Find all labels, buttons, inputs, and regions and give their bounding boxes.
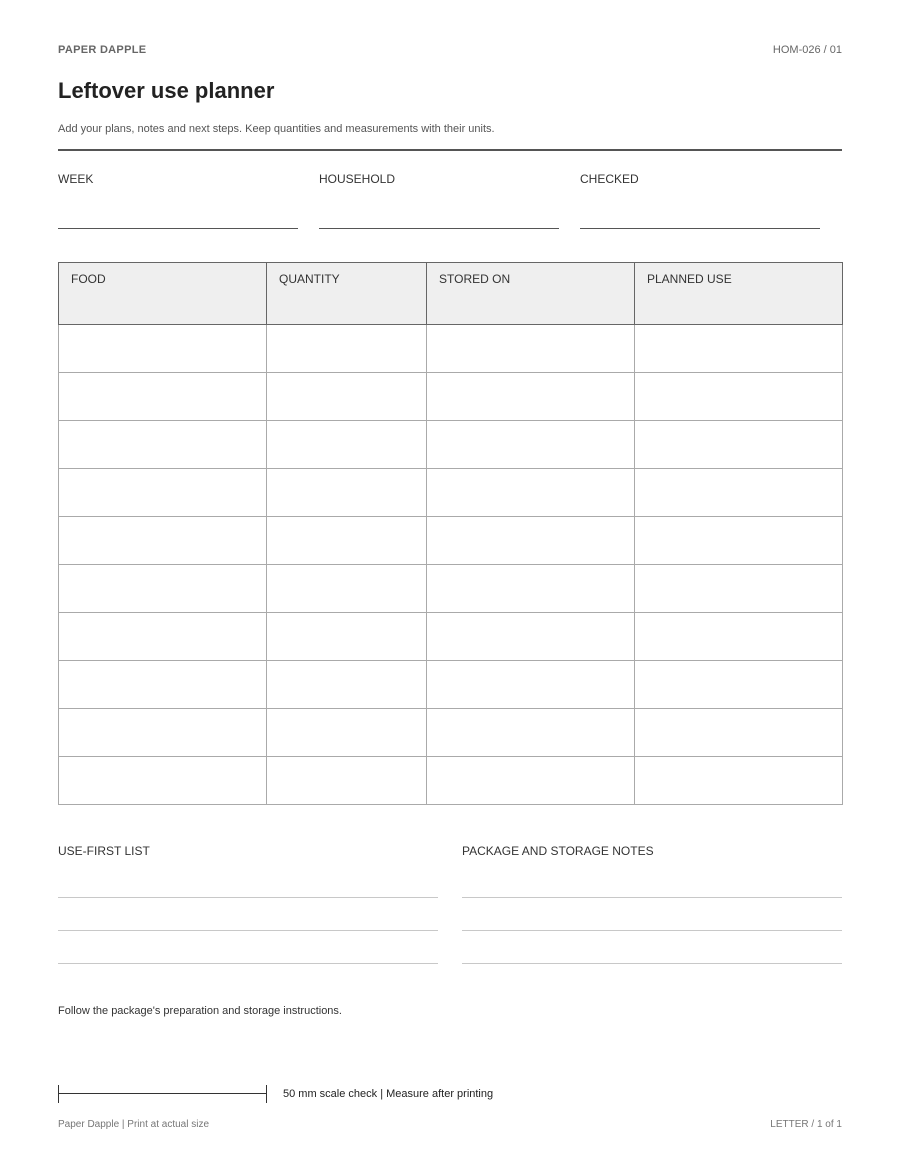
table-cell-food[interactable]	[59, 325, 267, 373]
table-cell-quantity[interactable]	[267, 373, 427, 421]
table-row	[59, 661, 843, 709]
table-cell-stored-on[interactable]	[427, 325, 635, 373]
table-cell-quantity[interactable]	[267, 661, 427, 709]
column-header-stored-on: STORED ON	[427, 263, 635, 325]
scale-tick-end	[266, 1085, 267, 1103]
table-cell-stored-on[interactable]	[427, 661, 635, 709]
table-row	[59, 757, 843, 805]
table-cell-food[interactable]	[59, 613, 267, 661]
table-cell-food[interactable]	[59, 469, 267, 517]
table-cell-stored-on[interactable]	[427, 613, 635, 661]
package-notes-line[interactable]	[462, 963, 842, 964]
table-cell-quantity[interactable]	[267, 517, 427, 565]
use-first-line[interactable]	[58, 963, 438, 964]
table-cell-food[interactable]	[59, 709, 267, 757]
use-first-line[interactable]	[58, 897, 438, 898]
table-cell-food[interactable]	[59, 565, 267, 613]
table-cell-planned-use[interactable]	[635, 469, 843, 517]
table-cell-food[interactable]	[59, 661, 267, 709]
leftover-table	[58, 262, 843, 805]
table-header-row	[59, 263, 843, 325]
table-cell-planned-use[interactable]	[635, 517, 843, 565]
table-cell-stored-on[interactable]	[427, 469, 635, 517]
scale-line	[58, 1093, 267, 1094]
table-cell-stored-on[interactable]	[427, 421, 635, 469]
footer-right: LETTER / 1 of 1	[770, 1119, 842, 1130]
scale-bar	[58, 1085, 268, 1103]
household-field[interactable]	[319, 172, 559, 186]
table-cell-food[interactable]	[59, 373, 267, 421]
table-cell-stored-on[interactable]	[427, 565, 635, 613]
week-write-line[interactable]	[58, 228, 298, 229]
table-cell-quantity[interactable]	[267, 469, 427, 517]
table-cell-quantity[interactable]	[267, 709, 427, 757]
week-label: WEEK	[58, 172, 94, 186]
page-title: Leftover use planner	[58, 78, 275, 103]
table-cell-food[interactable]	[59, 517, 267, 565]
use-first-label: USE-FIRST LIST	[58, 844, 150, 858]
table-row	[59, 565, 843, 613]
table-cell-planned-use[interactable]	[635, 757, 843, 805]
household-label: HOUSEHOLD	[319, 172, 396, 186]
checked-write-line[interactable]	[580, 228, 820, 229]
package-notes-line[interactable]	[462, 897, 842, 898]
column-header-planned-use: PLANNED USE	[635, 263, 843, 325]
header-divider	[58, 149, 842, 151]
table-cell-quantity[interactable]	[267, 757, 427, 805]
table-row	[59, 373, 843, 421]
footer-left: Paper Dapple | Print at actual size	[58, 1119, 210, 1130]
table-row	[59, 469, 843, 517]
table-cell-planned-use[interactable]	[635, 325, 843, 373]
table-cell-planned-use[interactable]	[635, 373, 843, 421]
table-cell-stored-on[interactable]	[427, 517, 635, 565]
scale-label: 50 mm scale check | Measure after printing	[283, 1088, 494, 1100]
table-cell-quantity[interactable]	[267, 565, 427, 613]
brand-name: PAPER DAPPLE	[58, 44, 147, 56]
document-id: HOM-026 / 01	[772, 44, 842, 56]
column-header-food: FOOD	[59, 263, 267, 325]
table-cell-quantity[interactable]	[267, 325, 427, 373]
table-cell-stored-on[interactable]	[427, 373, 635, 421]
table-cell-food[interactable]	[59, 757, 267, 805]
table-row	[59, 613, 843, 661]
scale-tick-start	[58, 1085, 59, 1103]
use-first-section	[58, 844, 438, 858]
table-row	[59, 709, 843, 757]
table-body	[59, 325, 843, 805]
household-write-line[interactable]	[319, 228, 559, 229]
table-cell-planned-use[interactable]	[635, 613, 843, 661]
table-cell-planned-use[interactable]	[635, 709, 843, 757]
package-notes-line[interactable]	[462, 930, 842, 931]
column-header-quantity: QUANTITY	[267, 263, 427, 325]
package-notes-label: PACKAGE AND STORAGE NOTES	[462, 844, 654, 858]
table-cell-quantity[interactable]	[267, 613, 427, 661]
table-cell-stored-on[interactable]	[427, 709, 635, 757]
page-subtitle: Add your plans, notes and next steps. Keep quantities and measurements with their units.	[58, 123, 495, 135]
week-field[interactable]	[58, 172, 298, 186]
package-notes-section	[462, 844, 842, 858]
use-first-line[interactable]	[58, 930, 438, 931]
checked-field[interactable]	[580, 172, 820, 186]
table-cell-planned-use[interactable]	[635, 421, 843, 469]
table-cell-quantity[interactable]	[267, 421, 427, 469]
table-row	[59, 325, 843, 373]
table-row	[59, 517, 843, 565]
table-cell-food[interactable]	[59, 421, 267, 469]
table-cell-stored-on[interactable]	[427, 757, 635, 805]
table-row	[59, 421, 843, 469]
table-cell-planned-use[interactable]	[635, 661, 843, 709]
instructions-note: Follow the package's preparation and storage instructions.	[58, 1005, 342, 1017]
table-cell-planned-use[interactable]	[635, 565, 843, 613]
checked-label: CHECKED	[580, 172, 639, 186]
